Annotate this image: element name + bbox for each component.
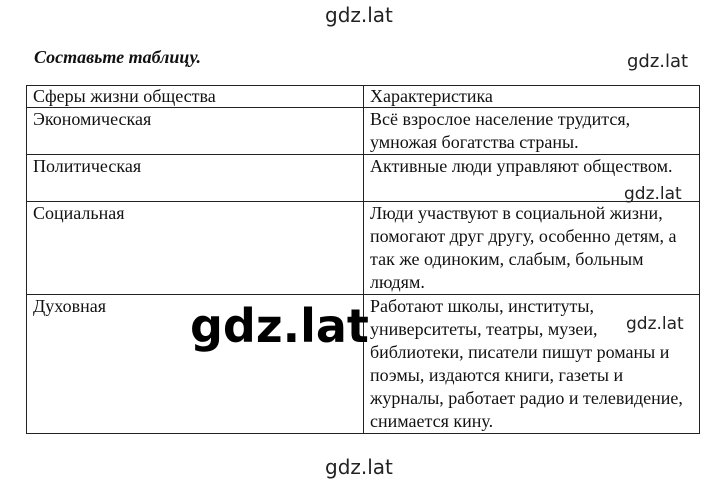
watermark-right-2: gdz.lat: [624, 184, 682, 204]
table-row: [27, 108, 700, 155]
spheres-table: [26, 85, 700, 434]
description-cell: Люди участвуют в социальной жизни, помогают друг другу, особенно детям, а так же одиноким, слабым, больным людям.: [364, 202, 700, 295]
description-cell: Активные люди управляют обществом.: [364, 155, 700, 202]
sphere-cell: Духовная: [27, 295, 364, 434]
description-cell: Всё взрослое население трудится, умножая богатства страны.: [364, 108, 700, 155]
watermark-bottom: gdz.lat: [325, 455, 393, 479]
watermark-right-3: gdz.lat: [626, 314, 684, 334]
sphere-cell: Социальная: [27, 202, 364, 295]
header-characteristic: Характеристика: [364, 86, 700, 108]
watermark-center: gdz.lat: [190, 299, 369, 353]
watermark-top: gdz.lat: [325, 3, 393, 27]
description-cell: Работают школы, институты, университеты, театры, музеи, библиотеки, писатели пишут романы и поэмы, издаются книги, газеты и журналы, работает радио и телевидение, снимается кину.: [364, 295, 700, 434]
header-spheres: Сферы жизни общества: [27, 86, 364, 108]
sphere-cell: Экономическая: [27, 108, 364, 155]
watermark-right-1: gdz.lat: [627, 51, 689, 72]
sphere-cell: Политическая: [27, 155, 364, 202]
table-row: [27, 155, 700, 202]
task-title: Составьте таблицу.: [34, 47, 202, 67]
table-header-row: [27, 86, 700, 108]
table-row: [27, 202, 700, 295]
